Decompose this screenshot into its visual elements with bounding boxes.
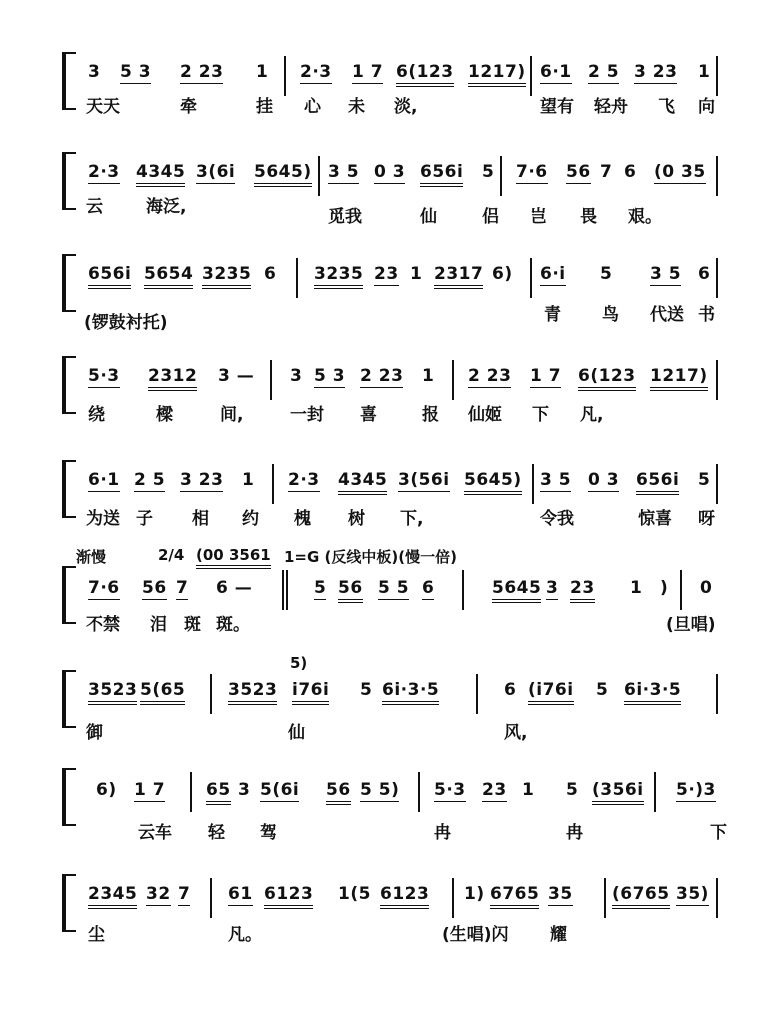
note-group: 0 3 — [374, 162, 406, 182]
lyric: 轻舟 — [594, 97, 628, 117]
note-group: 5 — [566, 780, 579, 800]
note-group: 5·)3 — [676, 780, 716, 800]
lyric: 惊喜 — [638, 509, 672, 529]
system-brace — [62, 874, 76, 932]
lyric: 凡, — [580, 405, 604, 425]
note-group: 0 3 — [588, 470, 620, 490]
lyric: 云车 — [138, 823, 172, 843]
note-group: 0 — [700, 578, 713, 598]
lyric: (旦唱) — [666, 615, 716, 635]
note-group: 5 3 — [314, 366, 346, 386]
note-group: (i76i — [528, 680, 574, 705]
note-group: 3 — — [218, 366, 255, 386]
system-brace — [62, 670, 76, 728]
note-group: 5645) — [464, 470, 522, 495]
note-group: 2 23 — [360, 366, 404, 386]
note-group: 7·6 — [88, 578, 120, 598]
note-group: 6i·3·5 — [624, 680, 681, 705]
note-group: 1 — [256, 62, 269, 82]
note-group: 6(123 — [578, 366, 636, 391]
note-group: 2317 — [434, 264, 483, 289]
lyric: 下 — [710, 823, 727, 843]
lyric: 代送 — [650, 305, 684, 325]
note-group: 1 — [522, 780, 535, 800]
note-group: 5 3 — [120, 62, 152, 82]
note-group: 56 — [566, 162, 591, 182]
lyric: 仙姬 — [468, 405, 502, 425]
lyric: 云 — [86, 197, 103, 217]
note-group: 6 — [264, 264, 277, 284]
note-group: 1 — [630, 578, 643, 598]
lyric: 耀 — [550, 925, 567, 945]
lyric: 青 — [544, 305, 561, 325]
lyric: 艰。 — [628, 207, 662, 227]
note-group: 2345 — [88, 884, 137, 909]
note-group: 2 5 — [588, 62, 620, 82]
lyric: 凡。 — [228, 925, 262, 945]
lyric: 一封 — [290, 405, 324, 425]
note-group: 656i — [420, 162, 463, 187]
note-group: 5 — [698, 470, 711, 490]
lyric: 挂 — [256, 97, 273, 117]
note-group: 5 — [482, 162, 495, 182]
annotation-above: 5) — [290, 654, 308, 672]
note-group: 2·3 — [300, 62, 332, 82]
note-group: 1 7 — [352, 62, 384, 82]
lyric: 冉 — [566, 823, 583, 843]
note-group: 3 5 — [650, 264, 682, 284]
note-group: 6 — — [216, 578, 253, 598]
note-group: 35) — [676, 884, 709, 904]
lyric: 觅我 — [328, 207, 362, 227]
lyric: 为送 — [86, 509, 120, 529]
lyric: 淡, — [394, 97, 418, 117]
note-group: 6 — [504, 680, 517, 700]
notation-line — [84, 680, 734, 710]
note-group: 2 23 — [468, 366, 512, 386]
lyric: (生唱)闪 — [442, 925, 509, 945]
lyric: 心 — [304, 97, 321, 117]
note-group: 23 — [482, 780, 507, 800]
lyric: 斑。 — [216, 615, 250, 635]
lyric: 尘 — [88, 925, 105, 945]
lyric: 鸟 — [602, 305, 619, 325]
note-group: 5(65 — [140, 680, 185, 705]
note-group: 56 — [326, 780, 351, 805]
system-brace — [62, 254, 76, 312]
note-group: 3(6i — [196, 162, 236, 182]
lyric: 泪 — [150, 615, 167, 635]
lyric: 不禁 — [86, 615, 120, 635]
lyric: 畏 — [580, 207, 597, 227]
note-group: 2·3 — [88, 162, 120, 182]
notation-line — [84, 578, 734, 608]
system-brace — [62, 460, 76, 518]
note-group: 4345 — [338, 470, 387, 495]
note-group: 3235 — [314, 264, 363, 289]
note-group: 1 — [242, 470, 255, 490]
lyric: 驾 — [260, 823, 277, 843]
note-group: 56 — [338, 578, 363, 603]
note-group: 61 — [228, 884, 253, 904]
notation-line — [84, 366, 734, 396]
notation-line — [84, 884, 734, 914]
lyric: 相 — [192, 509, 209, 529]
note-group: 1(5 — [338, 884, 371, 904]
note-group: 3 23 — [180, 470, 224, 490]
score-system-8 — [0, 762, 778, 862]
score-system-4 — [0, 352, 778, 452]
note-group: 5 — [600, 264, 613, 284]
note-group: 6·i — [540, 264, 566, 284]
lyric: 冉 — [434, 823, 451, 843]
notation-line — [84, 470, 734, 500]
note-group: 7·6 — [516, 162, 548, 182]
lyric: 向 — [698, 97, 715, 117]
score-system-6 — [0, 538, 778, 646]
lyrics-line — [84, 818, 734, 848]
note-group: 2 5 — [134, 470, 166, 490]
score-system-3 — [0, 250, 778, 350]
note-group: 3235 — [202, 264, 251, 289]
lyrics-line — [84, 300, 734, 333]
note-group: 4345 — [136, 162, 185, 187]
note-group: 6·1 — [88, 470, 120, 490]
lyric: 海泛, — [146, 197, 187, 217]
system-brace — [62, 152, 76, 210]
score-system-1 — [0, 48, 778, 148]
lyric: 树 — [348, 509, 365, 529]
system-brace — [62, 356, 76, 414]
key-signature: 1=G (反线中板)(慢一倍) — [284, 548, 457, 566]
note-group: 65 — [206, 780, 231, 805]
note-group: 5 5 — [378, 578, 410, 598]
lyric: 令我 — [540, 509, 574, 529]
lyric: 樑 — [156, 405, 173, 425]
note-group: 1217) — [468, 62, 526, 87]
note-group: 2 23 — [180, 62, 224, 82]
pickup-notes: (00 3561 — [196, 546, 271, 569]
lyric: 呀 — [698, 509, 715, 529]
note-group: 6) — [96, 780, 117, 800]
note-group: 1 7 — [134, 780, 166, 800]
note-group: 6123 — [264, 884, 313, 909]
lyric: 仙 — [420, 207, 437, 227]
notation-line — [84, 62, 734, 92]
score-system-7 — [0, 654, 778, 754]
note-group: 3 — [290, 366, 303, 386]
lyric: 飞 — [658, 97, 675, 117]
note-group: 7 — [178, 884, 191, 904]
note-group: 5 5) — [360, 780, 400, 800]
note-group: 6·1 — [540, 62, 572, 82]
note-group: ) — [660, 578, 669, 598]
note-group: 6123 — [380, 884, 429, 909]
note-group: 1 — [698, 62, 711, 82]
note-group: 32 — [146, 884, 171, 904]
note-group: 1 — [410, 264, 423, 284]
score-system-9 — [0, 868, 778, 968]
note-group: 6(123 — [396, 62, 454, 87]
lyric: 侣 — [482, 207, 499, 227]
note-group: 6i·3·5 — [382, 680, 439, 705]
note-group: 56 — [142, 578, 167, 598]
note-group: 3 23 — [634, 62, 678, 82]
note-group: 2312 — [148, 366, 197, 391]
note-group: 1 7 — [530, 366, 562, 386]
note-group: 3 — [238, 780, 251, 800]
system-brace — [62, 768, 76, 826]
lyric: 仙 — [288, 723, 305, 743]
lyric: 书 — [698, 305, 715, 325]
note-group: 5654 — [144, 264, 193, 289]
lyric: 槐 — [294, 509, 311, 529]
lyric: 岂 — [530, 207, 547, 227]
lyric: 下, — [400, 509, 424, 529]
note-group: 35 — [548, 884, 573, 904]
note-group: 5(6i — [260, 780, 300, 800]
note-group: 6 — [624, 162, 637, 182]
notation-line — [84, 264, 734, 294]
note-group: 23 — [570, 578, 595, 603]
note-group: 3523 — [228, 680, 277, 705]
lyrics-line — [84, 504, 734, 534]
note-group: 3 5 — [540, 470, 572, 490]
notation-line — [84, 162, 734, 192]
note-group: 6 — [698, 264, 711, 284]
note-group: 6) — [492, 264, 513, 284]
score-system-2 — [0, 148, 778, 248]
lyric: (锣鼓衬托) — [84, 313, 168, 333]
lyric: 牵 — [180, 97, 197, 117]
note-group: (6765 — [612, 884, 670, 909]
lyric: 下 — [532, 405, 549, 425]
note-group: 7 — [600, 162, 613, 182]
lyric: 天天 — [86, 97, 120, 117]
note-group: 5·3 — [88, 366, 120, 386]
time-signature: 2/4 — [158, 546, 185, 564]
note-group: 656i — [88, 264, 131, 289]
note-group: 5 — [360, 680, 373, 700]
lyric: 轻 — [208, 823, 225, 843]
note-group: 5 — [596, 680, 609, 700]
lyrics-line — [84, 197, 734, 232]
note-group: 1) — [464, 884, 485, 904]
lyrics-line — [84, 400, 734, 430]
note-group: (0 35 — [654, 162, 706, 182]
note-group: 1217) — [650, 366, 708, 391]
note-group: i76i — [292, 680, 329, 705]
note-group: 3 5 — [328, 162, 360, 182]
lyrics-line — [84, 610, 734, 640]
lyric: 约 — [242, 509, 259, 529]
system-brace — [62, 566, 76, 624]
system-brace — [62, 52, 76, 110]
note-group: 3523 — [88, 680, 137, 705]
lyric: 绕 — [88, 405, 105, 425]
note-group: 5 — [314, 578, 327, 598]
lyric: 御 — [86, 723, 103, 743]
note-group: 3(56i — [398, 470, 450, 490]
lyric: 报 — [422, 405, 439, 425]
note-group: (356i — [592, 780, 644, 805]
note-group: 23 — [374, 264, 399, 284]
lyric: 间, — [220, 405, 244, 425]
note-group: 5645) — [254, 162, 312, 187]
lyric: 未 — [348, 97, 365, 117]
note-group: 6765 — [490, 884, 539, 909]
lyrics-line — [84, 920, 734, 950]
lyrics-line — [84, 718, 734, 748]
lyric: 子 — [136, 509, 153, 529]
note-group: 5645 — [492, 578, 541, 603]
note-group: 2·3 — [288, 470, 320, 490]
note-group: 7 — [176, 578, 189, 598]
lyric: 望有 — [540, 97, 574, 117]
note-group: 3 — [546, 578, 559, 598]
lyric: 喜 — [360, 405, 377, 425]
lyric: 风, — [504, 723, 528, 743]
tempo-marking: 渐慢 — [76, 548, 107, 566]
note-group: 5·3 — [434, 780, 466, 800]
notation-line — [84, 780, 734, 810]
lyrics-line — [84, 92, 734, 122]
lyric: 斑 — [184, 615, 201, 635]
note-group: 3 — [88, 62, 101, 82]
note-group: 1 — [422, 366, 435, 386]
note-group: 6 — [422, 578, 435, 598]
note-group: 656i — [636, 470, 679, 495]
